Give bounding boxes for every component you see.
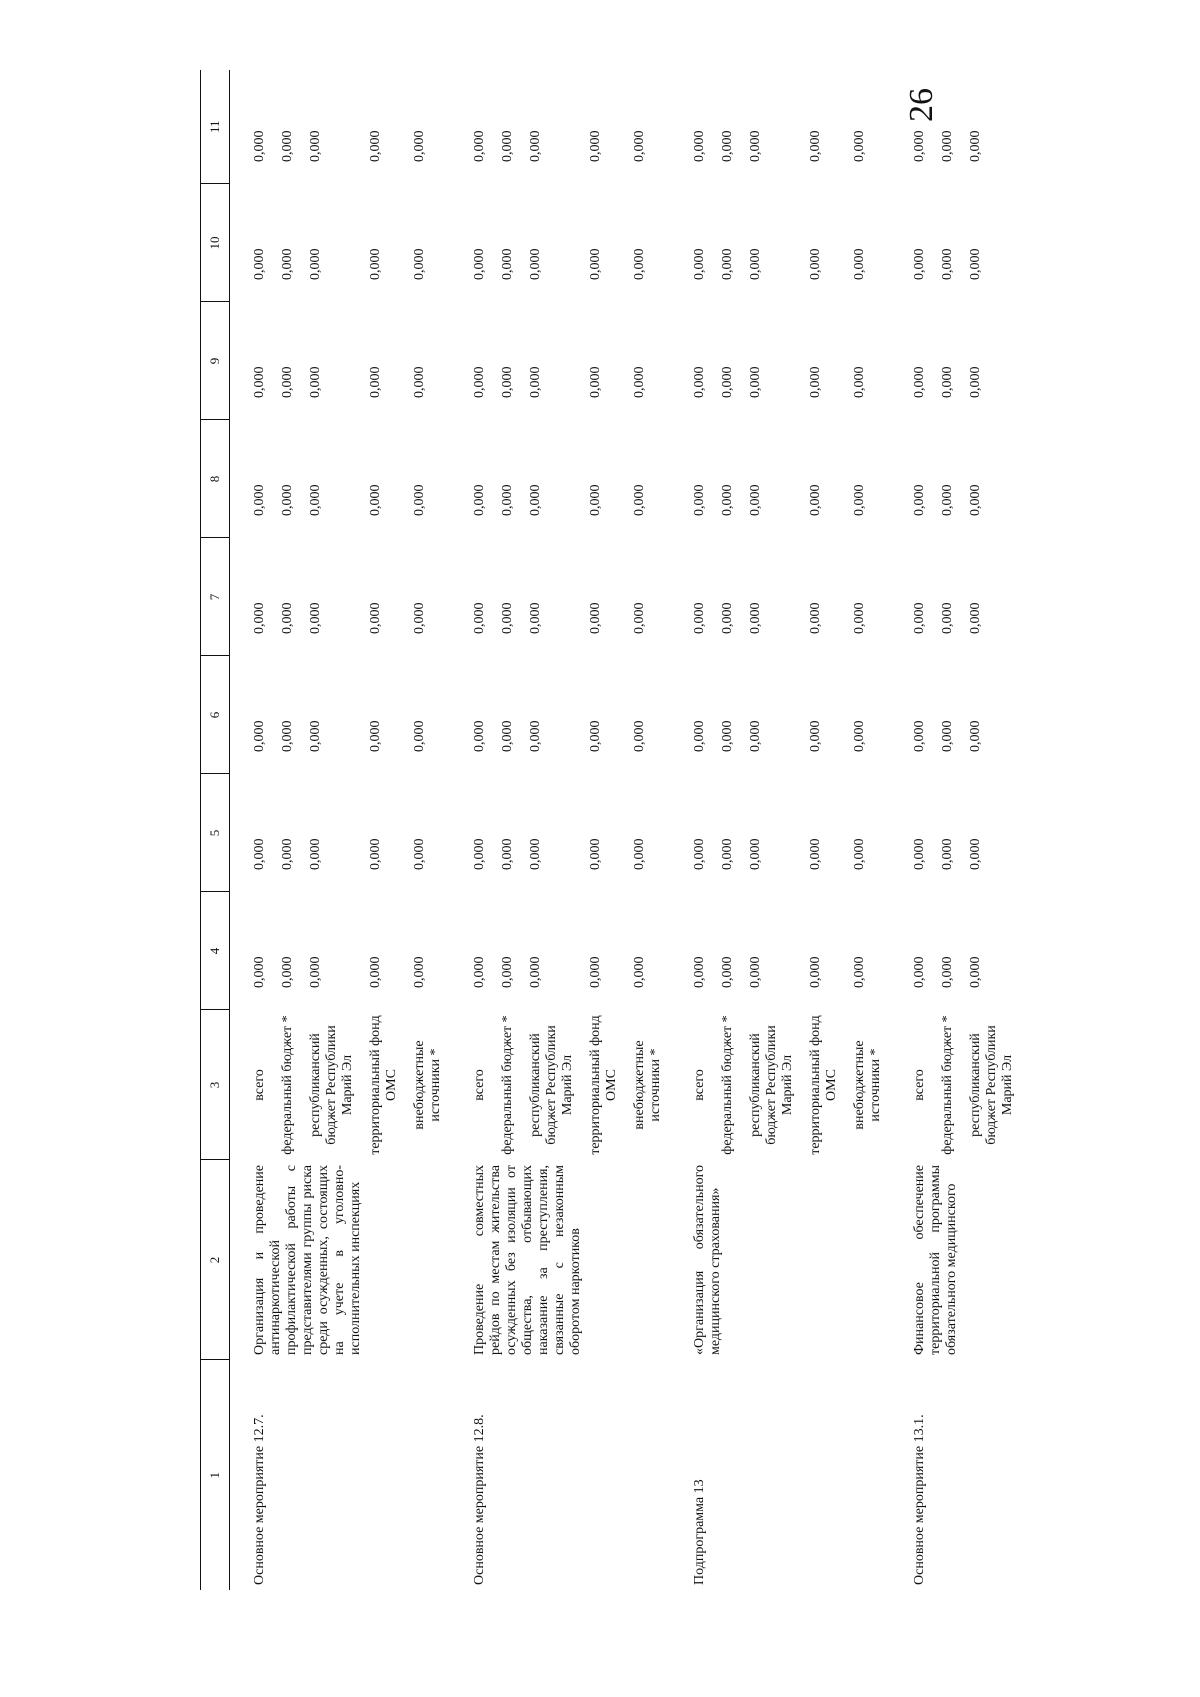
value-cell: 0,000: [748, 838, 763, 870]
value-cell: 0,000: [472, 484, 487, 516]
value-cell: 0,000: [528, 366, 543, 398]
value-cell: 0,000: [692, 484, 707, 516]
value-cell: 0,000: [588, 248, 603, 280]
value-cell: 0,000: [588, 602, 603, 634]
value-cell: 0,000: [280, 602, 295, 634]
value-cell: 0,000: [852, 720, 867, 752]
value-cell: 0,000: [912, 602, 927, 634]
value-cell: 0,000: [308, 248, 323, 280]
value-cell: 0,000: [528, 248, 543, 280]
event-description: Проведение совместных рейдов по местам жительства осужденных без изоляции от общества, отбывающих наказание за преступления, связанные с незаконным оборотом наркотиков: [472, 1165, 583, 1355]
value-cell: 0,000: [588, 720, 603, 752]
value-cell: 0,000: [528, 484, 543, 516]
value-cell: 0,000: [252, 838, 267, 870]
funding-source: территориальный фонд ОМС: [808, 1015, 839, 1155]
value-cell: 0,000: [472, 130, 487, 162]
value-cell: 0,000: [632, 838, 647, 870]
value-cell: 0,000: [632, 484, 647, 516]
value-cell: 0,000: [968, 366, 983, 398]
value-cell: 0,000: [748, 130, 763, 162]
value-cell: 0,000: [852, 484, 867, 516]
value-cell: 0,000: [308, 956, 323, 988]
value-cell: 0,000: [308, 838, 323, 870]
value-cell: 0,000: [808, 484, 823, 516]
value-cell: 0,000: [412, 484, 427, 516]
value-cell: 0,000: [940, 602, 955, 634]
value-cell: 0,000: [912, 484, 927, 516]
event-label: Подпрограмма 13: [692, 1479, 707, 1585]
funding-source: федеральный бюджет *: [500, 1015, 515, 1155]
value-cell: 0,000: [500, 838, 515, 870]
funding-source: всего: [472, 1069, 487, 1101]
value-cell: 0,000: [308, 602, 323, 634]
funding-source: территориальный фонд ОМС: [588, 1015, 619, 1155]
value-cell: 0,000: [412, 366, 427, 398]
value-cell: 0,000: [472, 602, 487, 634]
value-cell: 0,000: [472, 838, 487, 870]
value-cell: 0,000: [588, 130, 603, 162]
funding-source: федеральный бюджет *: [280, 1015, 295, 1155]
value-cell: 0,000: [308, 366, 323, 398]
funding-source: федеральный бюджет *: [940, 1015, 955, 1155]
value-cell: 0,000: [968, 130, 983, 162]
funding-source: внебюджетные источники *: [412, 1040, 443, 1130]
value-cell: 0,000: [588, 838, 603, 870]
value-cell: 0,000: [968, 838, 983, 870]
value-cell: 0,000: [368, 366, 383, 398]
value-cell: 0,000: [368, 720, 383, 752]
value-cell: 0,000: [632, 956, 647, 988]
value-cell: 0,000: [368, 602, 383, 634]
value-cell: 0,000: [588, 956, 603, 988]
column-header: 4: [201, 892, 230, 1010]
column-header: 1: [201, 1360, 230, 1590]
value-cell: 0,000: [368, 838, 383, 870]
column-header: 9: [201, 302, 230, 420]
value-cell: 0,000: [252, 956, 267, 988]
value-cell: 0,000: [528, 130, 543, 162]
value-cell: 0,000: [280, 838, 295, 870]
value-cell: 0,000: [720, 248, 735, 280]
value-cell: 0,000: [692, 720, 707, 752]
value-cell: 0,000: [632, 602, 647, 634]
column-header: 5: [201, 774, 230, 892]
value-cell: 0,000: [912, 838, 927, 870]
value-cell: 0,000: [852, 248, 867, 280]
value-cell: 0,000: [968, 248, 983, 280]
value-cell: 0,000: [412, 602, 427, 634]
value-cell: 0,000: [500, 956, 515, 988]
value-cell: 0,000: [912, 248, 927, 280]
column-header: 11: [201, 70, 230, 184]
header-row: [201, 70, 230, 1590]
value-cell: 0,000: [280, 720, 295, 752]
value-cell: 0,000: [588, 366, 603, 398]
value-cell: 0,000: [852, 838, 867, 870]
value-cell: 0,000: [368, 248, 383, 280]
value-cell: 0,000: [720, 484, 735, 516]
value-cell: 0,000: [280, 130, 295, 162]
value-cell: 0,000: [412, 248, 427, 280]
event-label: Основное мероприятие 12.8.: [472, 1414, 487, 1585]
value-cell: 0,000: [748, 956, 763, 988]
value-cell: 0,000: [940, 838, 955, 870]
value-cell: 0,000: [912, 366, 927, 398]
column-header: 10: [201, 184, 230, 302]
value-cell: 0,000: [720, 720, 735, 752]
value-cell: 0,000: [472, 956, 487, 988]
value-cell: 0,000: [528, 956, 543, 988]
rotated-table-sheet: [200, 70, 1040, 1590]
value-cell: 0,000: [252, 130, 267, 162]
value-cell: 0,000: [412, 130, 427, 162]
value-cell: 0,000: [252, 602, 267, 634]
value-cell: 0,000: [528, 838, 543, 870]
value-cell: 0,000: [412, 720, 427, 752]
value-cell: 0,000: [588, 484, 603, 516]
table-row: [450, 70, 494, 1590]
value-cell: 0,000: [500, 248, 515, 280]
value-cell: 0,000: [940, 956, 955, 988]
value-cell: 0,000: [940, 720, 955, 752]
value-cell: 0,000: [748, 720, 763, 752]
value-cell: 0,000: [692, 602, 707, 634]
value-cell: 0,000: [280, 248, 295, 280]
value-cell: 0,000: [472, 366, 487, 398]
value-cell: 0,000: [252, 248, 267, 280]
value-cell: 0,000: [912, 956, 927, 988]
event-label: Основное мероприятие 13.1.: [912, 1414, 927, 1585]
value-cell: 0,000: [368, 484, 383, 516]
value-cell: 0,000: [308, 130, 323, 162]
value-cell: 0,000: [500, 602, 515, 634]
event-label: Основное мероприятие 12.7.: [252, 1414, 267, 1585]
funding-source: федеральный бюджет *: [720, 1015, 735, 1155]
table-row: [230, 70, 275, 1590]
value-cell: 0,000: [808, 366, 823, 398]
value-cell: 0,000: [528, 720, 543, 752]
value-cell: 0,000: [808, 602, 823, 634]
funding-source: всего: [912, 1069, 927, 1101]
value-cell: 0,000: [808, 130, 823, 162]
funding-source: республиканский бюджет Республики Марий Эл: [308, 1025, 355, 1145]
value-cell: 0,000: [808, 956, 823, 988]
funding-source: внебюджетные источники *: [852, 1040, 883, 1130]
value-cell: 0,000: [720, 366, 735, 398]
value-cell: 0,000: [852, 956, 867, 988]
value-cell: 0,000: [748, 248, 763, 280]
value-cell: 0,000: [720, 838, 735, 870]
value-cell: 0,000: [252, 484, 267, 516]
value-cell: 0,000: [852, 602, 867, 634]
value-cell: 0,000: [968, 602, 983, 634]
value-cell: 0,000: [252, 366, 267, 398]
event-description: «Организация обязательного медицинского страхования»: [692, 1165, 723, 1355]
value-cell: 0,000: [692, 248, 707, 280]
value-cell: 0,000: [720, 130, 735, 162]
value-cell: 0,000: [368, 956, 383, 988]
value-cell: 0,000: [692, 366, 707, 398]
value-cell: 0,000: [692, 130, 707, 162]
value-cell: 0,000: [808, 720, 823, 752]
value-cell: 0,000: [500, 720, 515, 752]
column-header: 7: [201, 538, 230, 656]
value-cell: 0,000: [500, 130, 515, 162]
funding-source: республиканский бюджет Республики Марий Эл: [748, 1025, 795, 1145]
value-cell: 0,000: [692, 956, 707, 988]
funding-source: внебюджетные источники *: [632, 1040, 663, 1130]
value-cell: 0,000: [632, 366, 647, 398]
value-cell: 0,000: [912, 720, 927, 752]
funding-source: всего: [692, 1069, 707, 1101]
value-cell: 0,000: [500, 484, 515, 516]
event-description: Финансовое обеспечение территориальной программы обязательного медицинского: [912, 1165, 959, 1355]
value-cell: 0,000: [940, 130, 955, 162]
value-cell: 0,000: [280, 956, 295, 988]
funding-source: территориальный фонд ОМС: [368, 1015, 399, 1155]
value-cell: 0,000: [252, 720, 267, 752]
table-body: [230, 70, 1023, 1590]
value-cell: 0,000: [412, 956, 427, 988]
value-cell: 0,000: [748, 484, 763, 516]
page-number: 26: [903, 88, 940, 122]
value-cell: 0,000: [632, 248, 647, 280]
value-cell: 0,000: [308, 720, 323, 752]
value-cell: 0,000: [748, 366, 763, 398]
value-cell: 0,000: [720, 602, 735, 634]
column-header: 6: [201, 656, 230, 774]
value-cell: 0,000: [940, 484, 955, 516]
value-cell: 0,000: [940, 248, 955, 280]
table-row: [890, 70, 934, 1590]
value-cell: 0,000: [748, 602, 763, 634]
table-row: [670, 70, 714, 1590]
column-header: 8: [201, 420, 230, 538]
value-cell: 0,000: [500, 366, 515, 398]
funding-table: [200, 70, 1022, 1590]
value-cell: 0,000: [968, 956, 983, 988]
value-cell: 0,000: [280, 366, 295, 398]
value-cell: 0,000: [280, 484, 295, 516]
value-cell: 0,000: [472, 720, 487, 752]
value-cell: 0,000: [632, 720, 647, 752]
value-cell: 0,000: [528, 602, 543, 634]
column-header: 2: [201, 1160, 230, 1360]
value-cell: 0,000: [968, 720, 983, 752]
value-cell: 0,000: [808, 248, 823, 280]
column-header: 3: [201, 1010, 230, 1160]
value-cell: 0,000: [940, 366, 955, 398]
value-cell: 0,000: [852, 366, 867, 398]
value-cell: 0,000: [720, 956, 735, 988]
value-cell: 0,000: [968, 484, 983, 516]
value-cell: 0,000: [368, 130, 383, 162]
value-cell: 0,000: [692, 838, 707, 870]
value-cell: 0,000: [412, 838, 427, 870]
funding-source: всего: [252, 1069, 267, 1101]
value-cell: 0,000: [308, 484, 323, 516]
value-cell: 0,000: [472, 248, 487, 280]
value-cell: 0,000: [632, 130, 647, 162]
value-cell: 0,000: [808, 838, 823, 870]
funding-source: республиканский бюджет Республики Марий Эл: [528, 1025, 575, 1145]
funding-source: республиканский бюджет Республики Марий Эл: [968, 1025, 1015, 1145]
value-cell: 0,000: [912, 130, 927, 162]
event-description: Организация и проведение антинаркотической профилактической работы с представителями группы риска среди осужденных, состоящих на учете в уголовно-исполнительных инспекциях: [252, 1165, 363, 1355]
value-cell: 0,000: [852, 130, 867, 162]
